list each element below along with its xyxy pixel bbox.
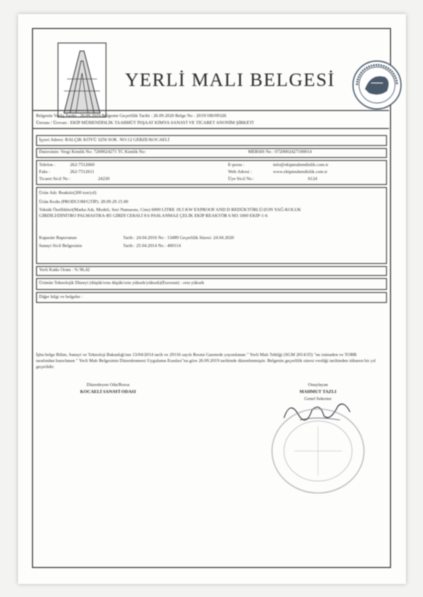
right-sign-subtitle: Genel Sekreter [304, 396, 332, 401]
header-rule [32, 110, 389, 111]
tax-office-text: Dairesinin: Vergi Kimlik No: 7200024271 TC Kimlik No: [39, 149, 146, 154]
tobb-logo-icon [56, 41, 108, 119]
web-value: www.ekipmuhendislik.com.tr [273, 169, 328, 174]
industry-reg-label: Sanayi Sicil Belgesinin [39, 243, 82, 248]
left-sign-name: KOCAELİ SANAYİ ODASI [80, 389, 136, 394]
certificate-sheet [18, 14, 406, 584]
product-code: Ürün Kodu (PRODCOM/GTİP): 28.09.29.15.00 [39, 199, 129, 204]
left-sign-title: Düzenleyen Oda/Borsa [86, 382, 130, 387]
web-label: Web Adresi : [228, 169, 252, 174]
phone-value: 262-7512660 [70, 162, 95, 167]
chamber-reg-value: 6124 [308, 176, 318, 181]
right-sign-name: MAHMUT TAZLI [299, 389, 337, 394]
local-share: Yerli Katkı Oranı : % 96,42 [39, 267, 90, 272]
fax-value: 262-7512611 [70, 169, 95, 174]
mersis-text: MERSIS No : 0720002427100014 [248, 149, 312, 154]
document-title: YERLİ MALI BELGESİ [124, 70, 336, 91]
info-line: Belgenin Verliş Tarihi : 26.09.2019 Belgenin Geçerlilik Tarihi : 26.09.2020 Belge No : 2019/180/09326 [36, 113, 227, 118]
capacity-report-value: Tarih : 24.04.2016 No : 13489 Geçerlilik Süresi: 24.04.2020 [123, 235, 234, 240]
company-rule [32, 128, 389, 129]
company-line: Ünvanı / Ürevan : EKİP MÜHENDİSLİK TAAHHÜT İNŞAAT KİMYA SANAYİ VE TİCARET ANONİM ŞİRKETİ [36, 120, 254, 125]
other-info-box [36, 292, 387, 303]
trade-reg-label: Ticaret Sicil No : [39, 176, 71, 181]
industry-reg-value: Tarih : 25.04.2014 No : 400114 [123, 243, 181, 248]
notice-text: Ürünün Teknolojik Düzeyi (düşük/orta düşük/orta yüksek/yüksek)(Eurostat) : orta yüksek [39, 280, 205, 285]
tobb-seal-icon [351, 59, 403, 111]
email-value: info@ekipmuhendislik.com.tr [273, 162, 329, 167]
phone-label: Telefon : [39, 162, 56, 167]
official-stamp-icon [268, 406, 368, 496]
trade-reg-value: 24230 [98, 176, 110, 181]
capacity-report-label: Kapasite Raporunun [39, 235, 77, 240]
email-label: E-posta : [228, 162, 245, 167]
other-info-label: Diğer bilgi ve belgeler : [39, 294, 83, 299]
declaration-text: İşbu belge Bilim, Sanayi ve Teknoloji Bakanlığı'nın 13/04/2014 tarih ve 29116 sayılı Resmi Gazetede yayımlanan " Yerli Malı Tebliği (SGM 2014/35) "ne istinaden ve TOBB tarafından hazırlanan " Yerli Malı Belgesinin Düzenlenmesi Uygulama Esasları"na göre 26.09.2019 tarihinde düzenlenmiştir. Belgenin geçerlilik süresi verdiği tarihinden itibaren bir yıl geçerlidir. [36, 352, 376, 369]
chamber-reg-label: Üye Sicil No : [228, 176, 255, 181]
address-text: İşyeri Adresi: BALÇIK KÖYÜ 3256 SOK. NO:12 GEBZE/KOCAELİ [39, 137, 170, 142]
fax-label: Faks : [39, 169, 51, 174]
right-sign-title: Onaylayan [308, 382, 328, 387]
technical-specs: Teknik Özellikleri(Marka Adı, Modeli, Seri Numarası, Cins) 6000 LİTRE 18,5 KW EXPROOF AND D REDÜKTÖRLÜ/ZON YAĞ-KOLUK GİRDİLİ/DİNİTRO PALMASTRA-B5 GİRDİ CEKSLİ 8.6 PASLANMAZ ÇELİK EKİP REAKTÖR 6 M3 1000 EKİP-1-6 [39, 207, 302, 218]
product-name: Ürün Adı: Reaktör(200 ton/yıl) [39, 190, 97, 195]
